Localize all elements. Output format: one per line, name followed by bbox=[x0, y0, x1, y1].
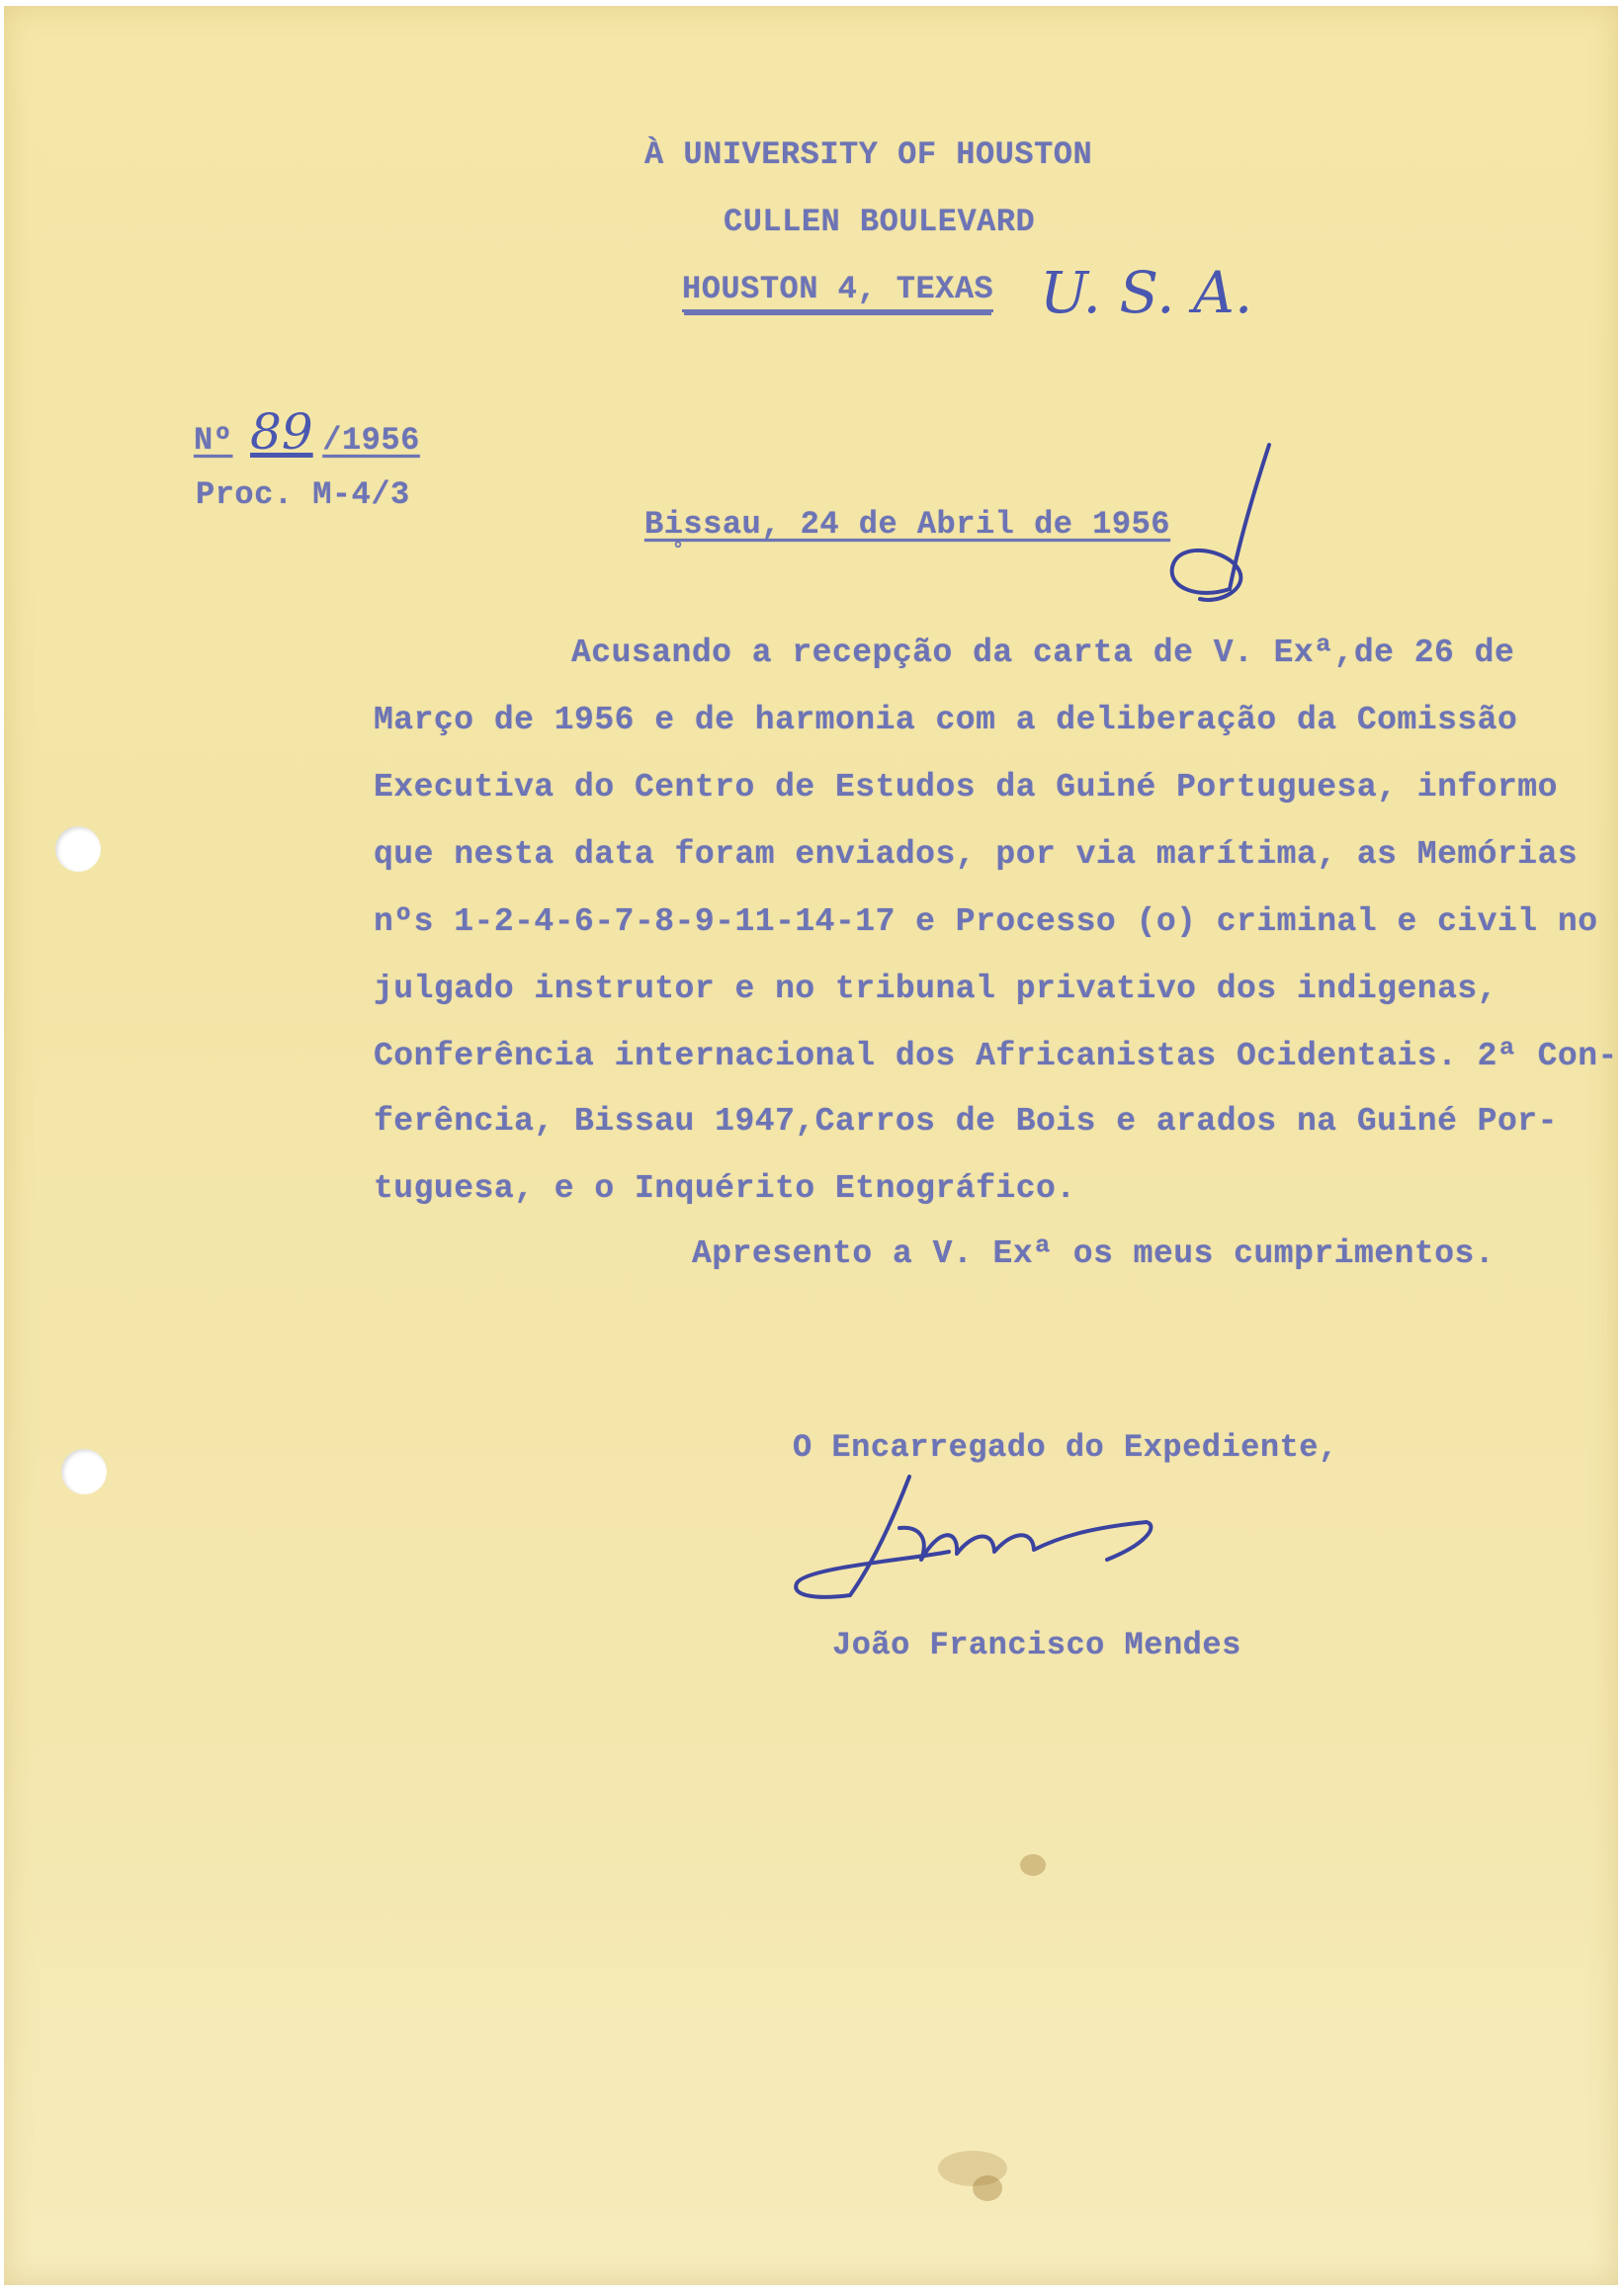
body-line-5: nºs 1-2-4-6-7-8-9-11-14-17 e Processo (o) criminal e civil no bbox=[374, 903, 1598, 940]
reference-number-year: /1956 bbox=[322, 422, 420, 459]
address-line-1: À UNIVERSITY OF HOUSTON bbox=[644, 136, 1093, 173]
reference-number-handwritten: 89 bbox=[250, 403, 313, 461]
date-dot: ° bbox=[672, 540, 685, 562]
closing-line: Apresento a V. Exª os meus cumprimentos. bbox=[692, 1235, 1496, 1272]
body-line-3: Executiva do Centro de Estudos da Guiné Portuguesa, informo bbox=[374, 769, 1558, 806]
reference-number-prefix: Nº bbox=[194, 422, 233, 459]
body-line-9: tuguesa, e o Inquérito Etnográfico. bbox=[374, 1170, 1076, 1207]
handwritten-country: U. S. A. bbox=[1040, 259, 1253, 326]
address-line-2: CULLEN BOULEVARD bbox=[724, 204, 1036, 240]
process-reference: Proc. M-4/3 bbox=[196, 476, 410, 513]
letter-page bbox=[4, 6, 1618, 2285]
body-line-6: julgado instrutor e no tribunal privativo dos indigenas, bbox=[374, 971, 1497, 1007]
signatory-name: João Francisco Mendes bbox=[832, 1627, 1241, 1663]
address-line-3: HOUSTON 4, TEXAS bbox=[682, 271, 993, 312]
body-line-1: Acusando a recepção da carta de V. Exª,de 26 de bbox=[571, 635, 1515, 671]
body-line-4: que nesta data foram enviados, por via marítima, as Memórias bbox=[374, 836, 1579, 873]
handwritten-signature bbox=[791, 1469, 1176, 1607]
signatory-title: O Encarregado do Expediente, bbox=[793, 1429, 1338, 1466]
punch-hole-bottom bbox=[61, 1449, 107, 1494]
reference-number bbox=[194, 403, 420, 461]
paper-stain bbox=[1020, 1854, 1046, 1876]
body-line-8: ferência, Bissau 1947,Carros de Bois e arados na Guiné Por- bbox=[374, 1103, 1558, 1140]
handwritten-mark bbox=[1160, 441, 1289, 619]
letter-date: Bissau, 24 de Abril de 1956 bbox=[644, 506, 1170, 543]
body-line-7: Conferência internacional dos Africanistas Ocidentais. 2ª Con- bbox=[374, 1038, 1618, 1074]
punch-hole-top bbox=[55, 826, 101, 872]
paper-stain bbox=[973, 2175, 1002, 2201]
body-line-2: Março de 1956 e de harmonia com a deliberação da Comissão bbox=[374, 702, 1518, 738]
